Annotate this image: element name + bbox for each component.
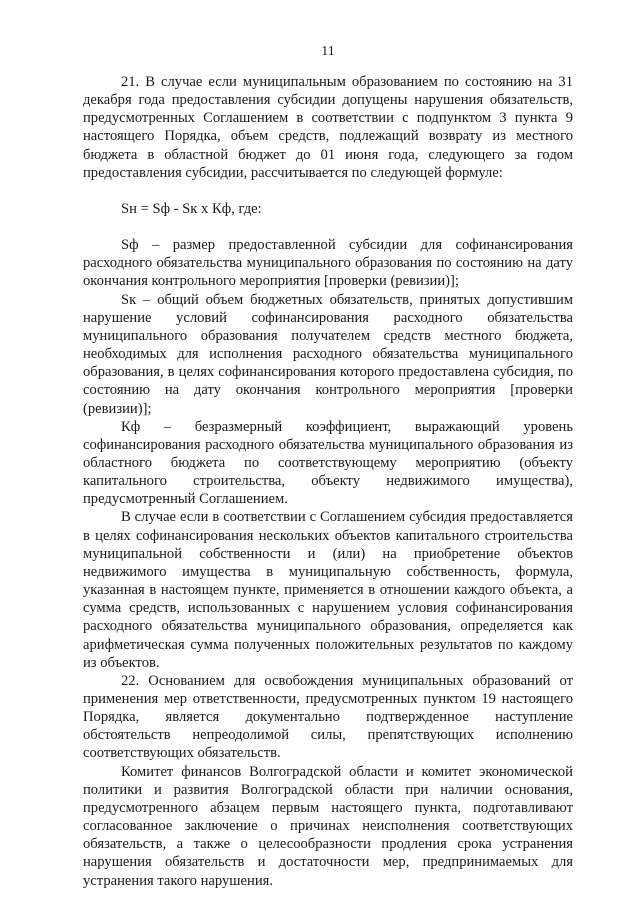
- paragraph-22: 22. Основанием для освобождения муниципальных образований от применения мер ответственности, предусмотренных пунктом 19 настоящего Порядка, является документально подтвержденное наступление обстоятельств непреодолимой силы, препятствующих исполнению соответствующих обязательств.: [83, 672, 573, 762]
- page-number: 11: [321, 44, 335, 59]
- definition-sk: Sк – общий объем бюджетных обязательств, принятых допустившим нарушение условий софинансирования расходного обязательства муниципального образования получателем средств местного бюджета, необходимых для исполнения расходного обязательства муниципального образования, в целях софинансирования которого предоставлена субсидия, по состоянию на дату окончания контрольного мероприятия [проверки (ревизии)];: [83, 291, 573, 417]
- paragraph-committee: Комитет финансов Волгоградской области и комитет экономической политики и развития Волгоградской области при наличии основания, предусмотренного абзацем первым настоящего пункта, подготавливают согласованное заключение о причинах неисполнения соответствующих обязательств, а также о целесообразности продления срока устранения нарушения обязательств и достаточности мер, предпринимаемых для устранения такого нарушения.: [83, 763, 573, 889]
- definition-sf: Sф – размер предоставленной субсидии для софинансирования расходного обязательства муниципального образования по состоянию на дату окончания контрольного мероприятия [проверки (ревизии)];: [83, 237, 573, 290]
- formula-line: Sн = Sф - Sк х Кф, где:: [121, 200, 262, 217]
- definition-kf: Кф – безразмерный коэффициент, выражающий уровень софинансирования расходного обязательства муниципального образования из областного бюджета по соответствующему мероприятию (объекту капитального строительства, объекту недвижимого имущества), предусмотренный Соглашением.: [83, 418, 573, 508]
- paragraph-multiple-objects: В случае если в соответствии с Соглашением субсидия предоставляется в целях софинансирования нескольких объектов капитального строительства муниципальной собственности и (или) на приобретение объектов недвижимого имущества в муниципальную собственность, формула, указанная в настоящем пункте, применяется в отношении каждого объекта, а сумма средств, использованных с нарушением условия софинансирования расходного обязательства муниципального образования, определяется как арифметическая сумма полученных положительных результатов по каждому из объектов.: [83, 509, 573, 671]
- document-body: [83, 73, 573, 890]
- paragraph-21: 21. В случае если муниципальным образованием по состоянию на 31 декабря года предоставления субсидии допущены нарушения обязательств, предусмотренных Соглашением в соответствии с подпунктом 3 пункта 9 настоящего Порядка, объем средств, подлежащий возврату из местного бюджета в областной бюджет до 01 июня года, следующего за годом предоставления субсидии, рассчитывается по следующей формуле:: [83, 74, 573, 181]
